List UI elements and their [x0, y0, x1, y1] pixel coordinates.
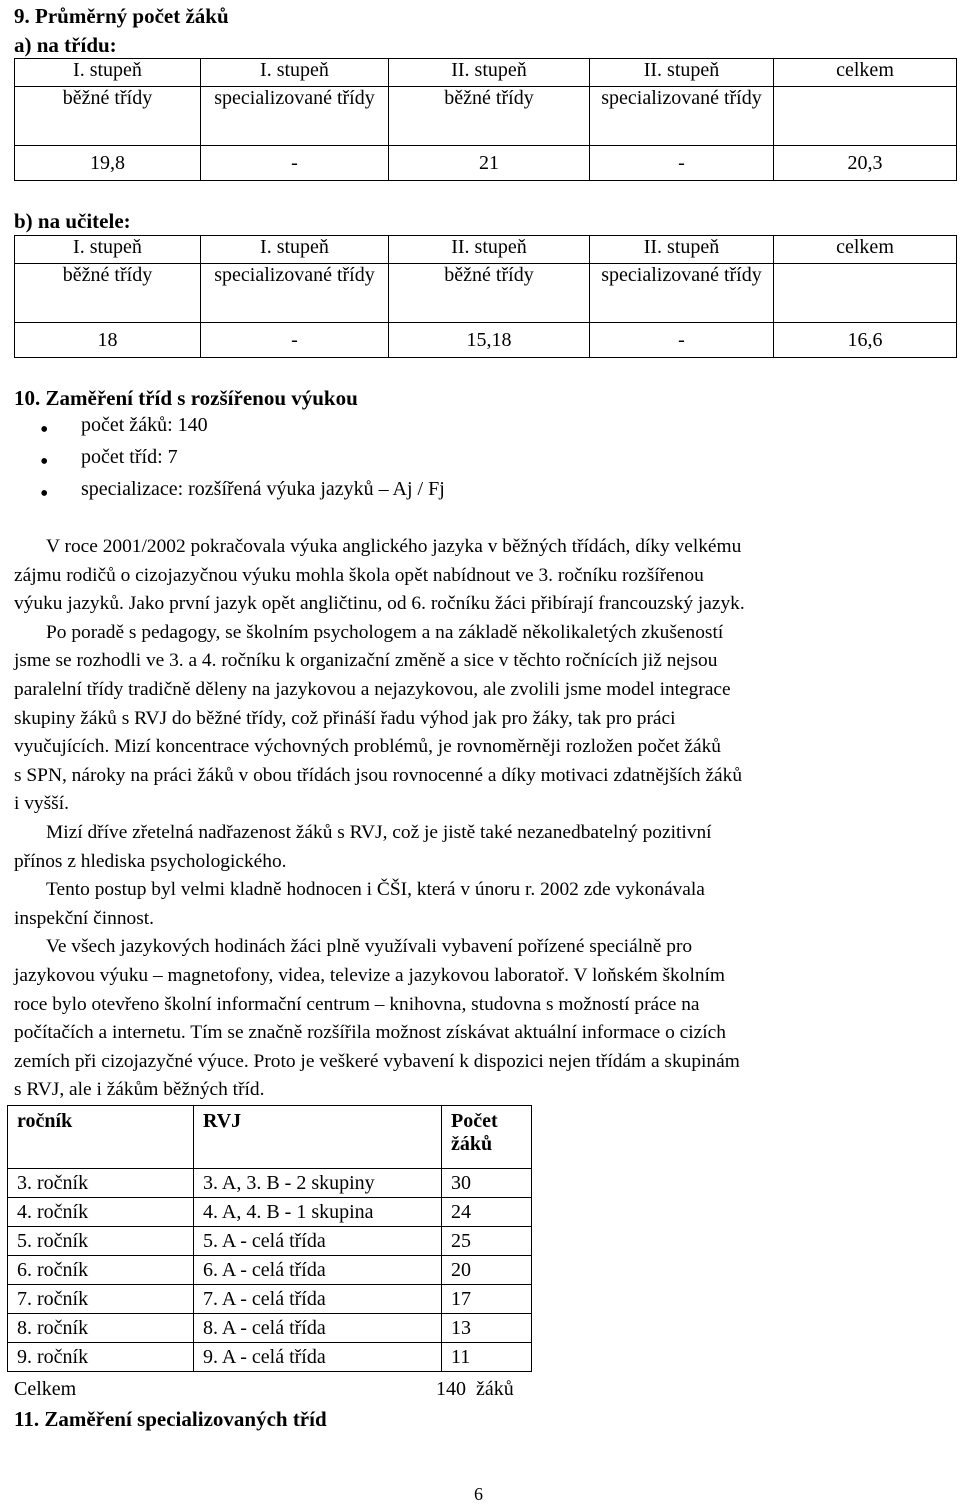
text-line: jazykovou výuku – magnetofony, videa, televize a jazykovou laboratoř. V loňském školním [14, 964, 726, 986]
paragraph [14, 876, 934, 933]
table-cell: 9. A - celá třída [194, 1343, 442, 1372]
text-line: s SPN, nároky na práci žáků v obou třídách jsou rovnocenné a díky motivaci zdatnějších žáků [14, 764, 743, 786]
table-subheader-cell [774, 264, 957, 323]
table-cell: 3. ročník [8, 1169, 194, 1198]
text-line: Po poradě s pedagogy, se školním psychologem a na základě několikaletých zkušeností [46, 621, 724, 643]
text-line: paralelní třídy tradičně děleny na jazykovou a nejazykovou, ale zvolili jsme model integrace [14, 678, 731, 700]
table-row [8, 1343, 532, 1372]
table-cell: 7. A - celá třída [194, 1285, 442, 1314]
table-header-cell: II. stupeň [590, 236, 774, 264]
table-subheader-cell: specializované třídy [590, 264, 774, 323]
table-cell: 18 [15, 323, 201, 358]
table-subheader-cell: běžné třídy [389, 87, 590, 146]
table-cell: 7. ročník [8, 1285, 194, 1314]
table-subheader-cell: běžné třídy [15, 264, 201, 323]
text-line: výuku jazyků. Jako první jazyk opět angličtinu, od 6. ročníku žáci přibírají francouzský jazyk. [14, 593, 745, 615]
table-cell: 8. A - celá třída [194, 1314, 442, 1343]
text-line: skupiny žáků s RVJ do běžné třídy, což přináší řadu výhod jak pro žáky, tak pro práci [14, 707, 676, 729]
section-11-heading: 11. Zaměření specializovaných tříd [14, 1407, 327, 1431]
text-line: inspekční činnost. [14, 907, 155, 929]
table-cell: 20,3 [774, 146, 957, 181]
table-header-cell: II. stupeň [389, 59, 590, 87]
body-text [14, 533, 934, 1105]
table-header-row [15, 236, 957, 264]
bullet-icon: • [40, 417, 49, 443]
table-header-cell: I. stupeň [15, 236, 201, 264]
table-header-cell: ročník [8, 1106, 194, 1169]
text-line: přínos z hlediska psychologického. [14, 850, 287, 872]
table-header-cell: I. stupeň [201, 59, 389, 87]
text-line: zájmu rodičů o cizojazyčnou výuku mohla škola opět nabídnout ve 3. ročníku rozšířenou [14, 564, 704, 586]
table-row [15, 323, 957, 358]
table-header-cell: II. stupeň [590, 59, 774, 87]
text-line: jsme se rozhodli ve 3. a 4. ročníku k organizační změně a sice v těchto ročnících již nejsou [14, 650, 718, 672]
text-line: Mizí dříve zřetelná nadřazenost žáků s RVJ, což je jistě také nezanedbatelný pozitivní [46, 821, 712, 843]
table-header-row [8, 1106, 532, 1169]
text-line: Ve všech jazykových hodinách žáci plně využívali vybavení pořízené speciálně pro [46, 936, 693, 958]
table-cell: 24 [442, 1198, 532, 1227]
average-per-teacher-table [14, 235, 957, 358]
table-cell: 11 [442, 1343, 532, 1372]
table-cell: - [590, 146, 774, 181]
table-subheader-cell [774, 87, 957, 146]
table-cell: 20 [442, 1256, 532, 1285]
text-line: vyučujících. Mizí koncentrace výchovných problémů, je rovnoměrněji rozložen počet žáků [14, 736, 721, 758]
text-line: s RVJ, ale i žákům běžných tříd. [14, 1079, 265, 1101]
list-item [40, 446, 445, 478]
table-subheader-cell: specializované třídy [201, 87, 389, 146]
page-number: 6 [474, 1484, 483, 1504]
table-header-cell: celkem [774, 236, 957, 264]
table-cell: 4. ročník [8, 1198, 194, 1227]
text-line: roce bylo otevřeno školní informační centrum – knihovna, studovna s možností práce na [14, 993, 700, 1015]
section-9-heading: 9. Průměrný počet žáků [14, 4, 229, 28]
table-cell: 6. ročník [8, 1256, 194, 1285]
bullet-list [40, 414, 445, 510]
table-subheader-cell: specializované třídy [590, 87, 774, 146]
list-item-text: počet tříd: 7 [81, 446, 178, 468]
table-cell: 15,18 [389, 323, 590, 358]
table-header-cell: II. stupeň [389, 236, 590, 264]
table-subheader-cell: specializované třídy [201, 264, 389, 323]
table-row [8, 1198, 532, 1227]
table-cell: 5. ročník [8, 1227, 194, 1256]
section-9b-subheading: b) na učitele: [14, 209, 131, 233]
table-cell: - [201, 146, 389, 181]
table-row [8, 1169, 532, 1198]
total-label: Celkem [14, 1378, 77, 1400]
table-cell: 6. A - celá třída [194, 1256, 442, 1285]
text-line: i vyšší. [14, 793, 69, 815]
table-row [8, 1256, 532, 1285]
paragraph [14, 533, 934, 619]
table-row [8, 1285, 532, 1314]
table-header-cell: I. stupeň [15, 59, 201, 87]
section-10-heading: 10. Zaměření tříd s rozšířenou výukou [14, 386, 358, 410]
table-cell: 30 [442, 1169, 532, 1198]
table-subheader-cell: běžné třídy [389, 264, 590, 323]
section-9a-subheading: a) na třídu: [14, 33, 117, 57]
table-cell: 25 [442, 1227, 532, 1256]
table-subheader-cell: běžné třídy [15, 87, 201, 146]
table-row [8, 1314, 532, 1343]
table-cell: 9. ročník [8, 1343, 194, 1372]
text-line: zemích při cizojazyčné výuce. Proto je veškeré vybavení k dispozici nejen třídám a skupinám [14, 1050, 740, 1072]
table-header-cell: RVJ [194, 1106, 442, 1169]
table-subheader-row [15, 87, 957, 146]
table-cell: 3. A, 3. B - 2 skupiny [194, 1169, 442, 1198]
text-line: V roce 2001/2002 pokračovala výuka anglického jazyka v běžných třídách, díky velkému [46, 536, 742, 557]
table-cell: 13 [442, 1314, 532, 1343]
bullet-icon: • [40, 449, 49, 475]
table-row [15, 146, 957, 181]
table-cell: - [201, 323, 389, 358]
paragraph [14, 619, 934, 819]
list-item [40, 414, 445, 446]
average-per-class-table [14, 58, 957, 181]
table-header-row [15, 59, 957, 87]
text-line: Tento postup byl velmi kladně hodnocen i ČŠI, která v únoru r. 2002 zde vykonávala [46, 879, 705, 901]
list-item-text: počet žáků: 140 [81, 414, 208, 436]
table-header-cell: Počet žáků [442, 1106, 532, 1169]
table-cell: 19,8 [15, 146, 201, 181]
paragraph [14, 819, 934, 876]
table-header-cell: I. stupeň [201, 236, 389, 264]
table-cell: 16,6 [774, 323, 957, 358]
text-line: počítačích a internetu. Tím se značně rozšířila možnost získávat aktuální informace o cizích [14, 1022, 726, 1044]
table-row [8, 1227, 532, 1256]
list-item-text: specializace: rozšířená výuka jazyků – Aj / Fj [81, 478, 445, 500]
table-cell: 5. A - celá třída [194, 1227, 442, 1256]
total-value: 140 žáků [436, 1378, 514, 1400]
rvj-table [7, 1105, 532, 1372]
paragraph [14, 933, 934, 1105]
bullet-icon: • [40, 481, 49, 507]
table-header-cell: celkem [774, 59, 957, 87]
table-cell: 17 [442, 1285, 532, 1314]
table-cell: 8. ročník [8, 1314, 194, 1343]
table-subheader-row [15, 264, 957, 323]
list-item [40, 478, 445, 510]
table-cell: 4. A, 4. B - 1 skupina [194, 1198, 442, 1227]
table-cell: 21 [389, 146, 590, 181]
table-cell: - [590, 323, 774, 358]
